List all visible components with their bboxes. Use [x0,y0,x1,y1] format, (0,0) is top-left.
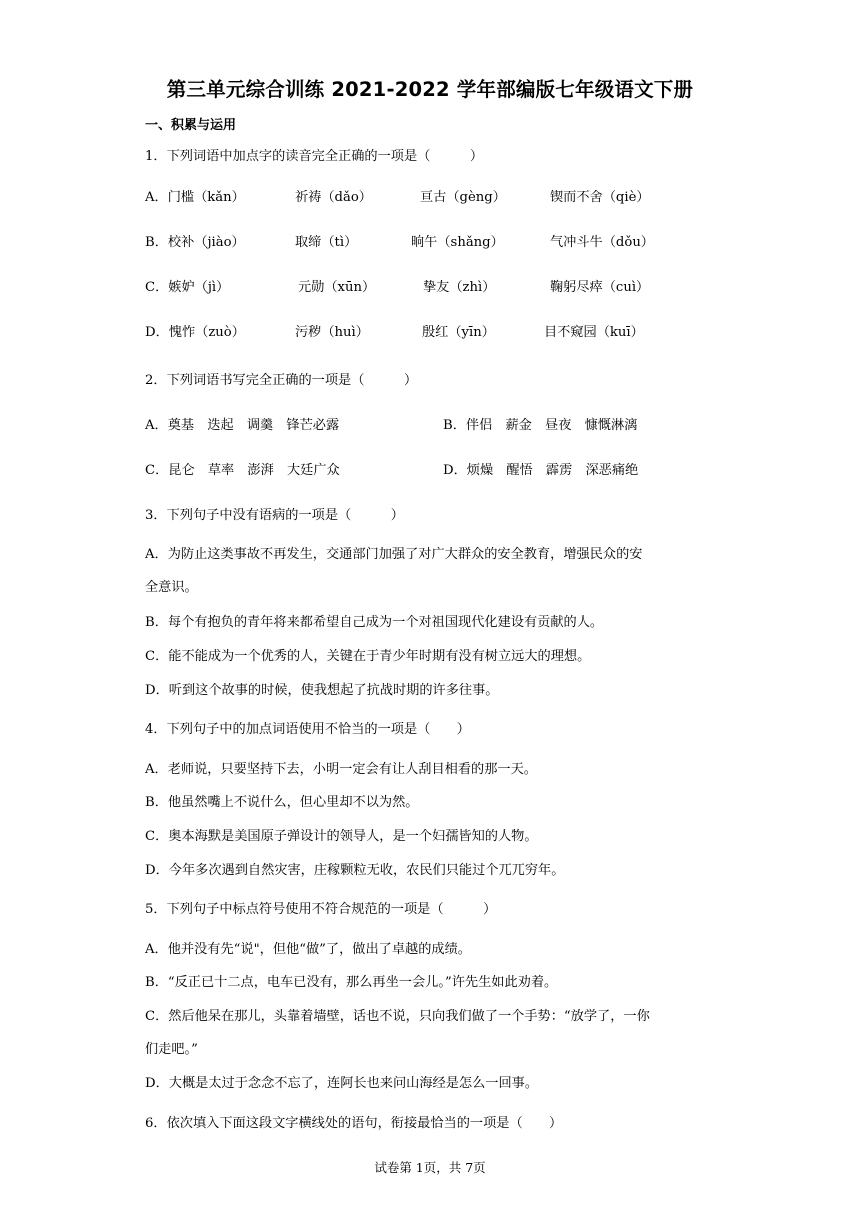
q5-option-c-line1: C．然后他呆在那儿，头靠着墙壁，话也不说，只向我们做了一个手势：“放学了，一你 [145,1009,650,1024]
q3-option-a-line1: A．为防止这类事故不再发生，交通部门加强了对广大群众的安全教育，增强民众的安 [145,547,643,562]
q6-stem: 6．依次填入下面这段文字横线处的语句，衔接最恰当的一项是（ ） [145,1116,563,1131]
q2-row1 [145,417,725,435]
q1-a-word3: 亘古（gèng） [420,190,506,205]
q2-option-b: B．伴侣 薪金 昼夜 慷慨淋漓 [443,418,638,433]
q3-option-b: B．每个有抱负的青年将来都希望自己成为一个对祖国现代化建设有贡献的人。 [145,615,604,630]
q1-d-word4: 目不窥园（kuī） [544,325,644,340]
q1-d-word1: D．愧怍（zuò） [145,325,245,340]
q3-stem: 3．下列句子中没有语病的一项是（ ） [145,508,404,523]
q5-stem: 5．下列句子中标点符号使用不符合规范的一项是（ ） [145,902,497,917]
q2-option-d: D．烦燥 醒悟 霹雳 深恶痛绝 [443,463,639,478]
q1-a-word4: 锲而不舍（qiè） [550,190,650,205]
q4-option-c: C．奥本海默是美国原子弹设计的领导人，是一个妇孺皆知的人物。 [145,829,538,844]
q2-stem: 2．下列词语书写完全正确的一项是（ ） [145,373,418,388]
q4-option-b: B．他虽然嘴上不说什么，但心里却不以为然。 [145,795,419,810]
q1-option-d [145,324,725,342]
page-footer: 试卷第 1页，共 7页 [374,1160,486,1175]
q1-b-word2: 取缔（tì） [295,235,358,250]
q5-option-d: D．大概是太过于念念不忘了，连阿长也来问山海经是怎么一回事。 [145,1076,539,1091]
section-heading: 一、积累与运用 [145,118,237,133]
q1-c-word4: 鞠躬尽瘁（cuì） [550,280,650,295]
q4-option-d: D．今年多次遇到自然灾害，庄稼颗粒无收，农民们只能过个兀兀穷年。 [145,863,565,878]
q1-a-word1: A．门槛（kǎn） [145,190,245,205]
q5-option-c-line2: 们走吧。” [145,1042,198,1057]
q1-stem: 1．下列词语中加点字的读音完全正确的一项是（ ） [145,149,484,164]
q5-option-b: B．“反正已十二点，电车已没有，那么再坐一会儿。”许先生如此劝着。 [145,975,558,990]
q1-c-word1: C．嫉妒（jì） [145,280,230,295]
q1-c-word2: 元勋（xūn） [298,280,376,295]
q2-option-c: C．昆仑 草率 澎湃 大廷广众 [145,463,340,478]
q1-d-word2: 污秽（huì） [295,325,369,340]
q4-stem: 4．下列句子中的加点词语使用不恰当的一项是（ ） [145,722,470,737]
q2-option-a: A．奠基 迭起 调羹 锋芒必露 [145,418,340,433]
q2-row2 [145,462,725,480]
q4-option-a: A．老师说，只要坚持下去，小明一定会有让人刮目相看的那一天。 [145,762,537,777]
q1-option-a [145,189,725,207]
q1-c-word3: 挚友（zhì） [423,280,496,295]
q3-option-a-line2: 全意识。 [145,580,198,595]
q1-b-word4: 气冲斗牛（dǒu） [550,235,654,250]
q1-option-b [145,234,725,252]
q1-option-c [145,279,725,297]
q1-b-word3: 晌午（shǎng） [411,235,504,250]
q3-option-c: C．能不能成为一个优秀的人，关键在于青少年时期有没有树立远大的理想。 [145,649,591,664]
q1-a-word2: 祈祷（dǎo） [295,190,372,205]
q1-b-word1: B．校补（jiào） [145,235,245,250]
q1-d-word3: 殷红（yīn） [422,325,495,340]
document-title: 第三单元综合训练 2021-2022 学年部编版七年级语文下册 [166,78,694,101]
q5-option-a: A．他并没有先“说"，但他“做”了，做出了卓越的成绩。 [145,942,471,957]
q3-option-d: D．听到这个故事的时候，使我想起了抗战时期的许多往事。 [145,683,499,698]
